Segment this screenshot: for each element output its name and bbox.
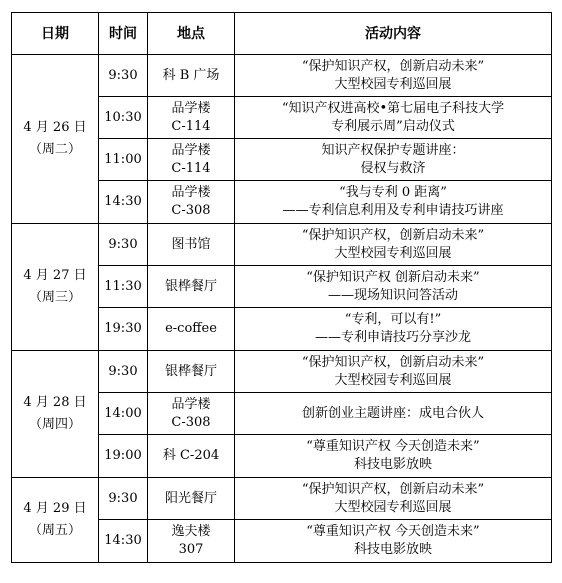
date-text: 4 月 27 日 （周三） — [23, 268, 87, 305]
activity-text: “尊重知识产权 今天创造未来” 科技电影放映 — [306, 524, 480, 557]
location-cell — [148, 266, 235, 308]
location-cell — [148, 351, 235, 393]
header-time: 时间 — [99, 13, 148, 55]
date-text: 4 月 29 日 （周五） — [23, 501, 87, 538]
location-cell — [148, 55, 235, 97]
activity-cell — [235, 55, 552, 97]
header-activity: 活动内容 — [235, 13, 552, 55]
location-text: 图书馆 — [171, 236, 211, 252]
schedule-table — [11, 12, 552, 563]
location-text: 银桦餐厅 — [164, 278, 217, 294]
time-text: 19:30 — [104, 321, 142, 336]
location-text: 逸夫楼 307 — [171, 524, 211, 557]
time-text: 11:00 — [104, 151, 142, 167]
time-cell — [99, 97, 148, 139]
date-text: 4 月 26 日 （周二） — [23, 120, 87, 157]
activity-cell — [235, 266, 552, 308]
time-cell — [99, 224, 148, 266]
location-cell — [148, 520, 235, 563]
activity-text: “保护知识产权，创新启动未来” 大型校园专利巡回展 — [301, 354, 485, 388]
activity-cell — [235, 520, 552, 563]
time-text: 11:30 — [104, 278, 142, 294]
time-cell — [99, 266, 148, 308]
time-text: 19:00 — [104, 448, 142, 463]
location-cell — [148, 435, 235, 478]
activity-cell — [235, 224, 552, 266]
activity-text: “保护知识产权，创新启动未来” 大型校园专利巡回展 — [301, 227, 485, 261]
location-cell — [148, 308, 235, 351]
date-cell — [12, 478, 99, 563]
location-cell — [148, 224, 235, 266]
activity-text: “保护知识产权 创新启动未来” ——现场知识问答活动 — [306, 269, 480, 303]
time-text: 14:00 — [104, 405, 142, 421]
activity-cell — [235, 97, 552, 139]
time-cell — [99, 55, 148, 97]
time-cell — [99, 308, 148, 351]
time-text: 9:30 — [108, 490, 138, 506]
activity-text: “专利，可以有!” ——专利申请技巧分享沙龙 — [314, 312, 471, 345]
date-cell — [12, 224, 99, 351]
location-text: 阳光餐厅 — [164, 490, 217, 506]
activity-text: “保护知识产权，创新启动未来” 大型校园专利巡回展 — [301, 58, 485, 92]
location-text: 银桦餐厅 — [164, 363, 217, 379]
time-text: 10:30 — [104, 109, 142, 125]
location-text: 品学楼 C-114 — [171, 142, 211, 176]
table-row — [12, 351, 552, 393]
activity-text: 创新创业主题讲座：成电合伙人 — [301, 405, 484, 421]
time-cell — [99, 520, 148, 563]
activity-cell — [235, 181, 552, 224]
location-text: e-coffee — [165, 321, 217, 336]
location-text: 科 B 广场 — [162, 67, 220, 83]
activity-text: “知识产权进高校•第七届电子科技大学 专利展示周”启动仪式 — [281, 100, 505, 134]
date-text: 4 月 28 日 （周四） — [23, 395, 87, 432]
location-text: 科 C-204 — [162, 448, 220, 463]
activity-cell — [235, 351, 552, 393]
activity-text: “保护知识产权，创新启动未来” 大型校园专利巡回展 — [301, 481, 485, 515]
location-cell — [148, 478, 235, 520]
date-cell — [12, 55, 99, 224]
activity-cell — [235, 393, 552, 435]
header-location: 地点 — [148, 13, 235, 55]
activity-text: “我与专利 0 距离” ——专利信息利用及专利申请技巧讲座 — [282, 185, 504, 218]
table-row — [12, 478, 552, 520]
activity-cell — [235, 435, 552, 478]
activity-cell — [235, 478, 552, 520]
time-text: 14:30 — [104, 533, 142, 548]
time-text: 9:30 — [108, 363, 138, 379]
activity-text: “尊重知识产权 今天创造未来” 科技电影放映 — [306, 439, 480, 472]
date-cell — [12, 351, 99, 478]
activity-text: 知识产权保护专题讲座： 侵权与救济 — [321, 142, 465, 176]
time-cell — [99, 478, 148, 520]
time-cell — [99, 351, 148, 393]
location-cell — [148, 97, 235, 139]
location-cell — [148, 139, 235, 181]
table-row — [12, 55, 552, 97]
time-cell — [99, 435, 148, 478]
time-cell — [99, 181, 148, 224]
header-row — [12, 13, 552, 55]
location-cell — [148, 393, 235, 435]
time-cell — [99, 393, 148, 435]
table-row — [12, 224, 552, 266]
time-text: 14:30 — [104, 194, 142, 209]
activity-cell — [235, 308, 552, 351]
location-text: 品学楼 C-308 — [171, 396, 211, 430]
time-text: 9:30 — [108, 236, 138, 252]
time-text: 9:30 — [108, 67, 138, 83]
activity-cell — [235, 139, 552, 181]
location-text: 品学楼 C-308 — [171, 185, 211, 218]
header-date: 日期 — [12, 13, 99, 55]
time-cell — [99, 139, 148, 181]
location-text: 品学楼 C-114 — [171, 100, 211, 134]
location-cell — [148, 181, 235, 224]
